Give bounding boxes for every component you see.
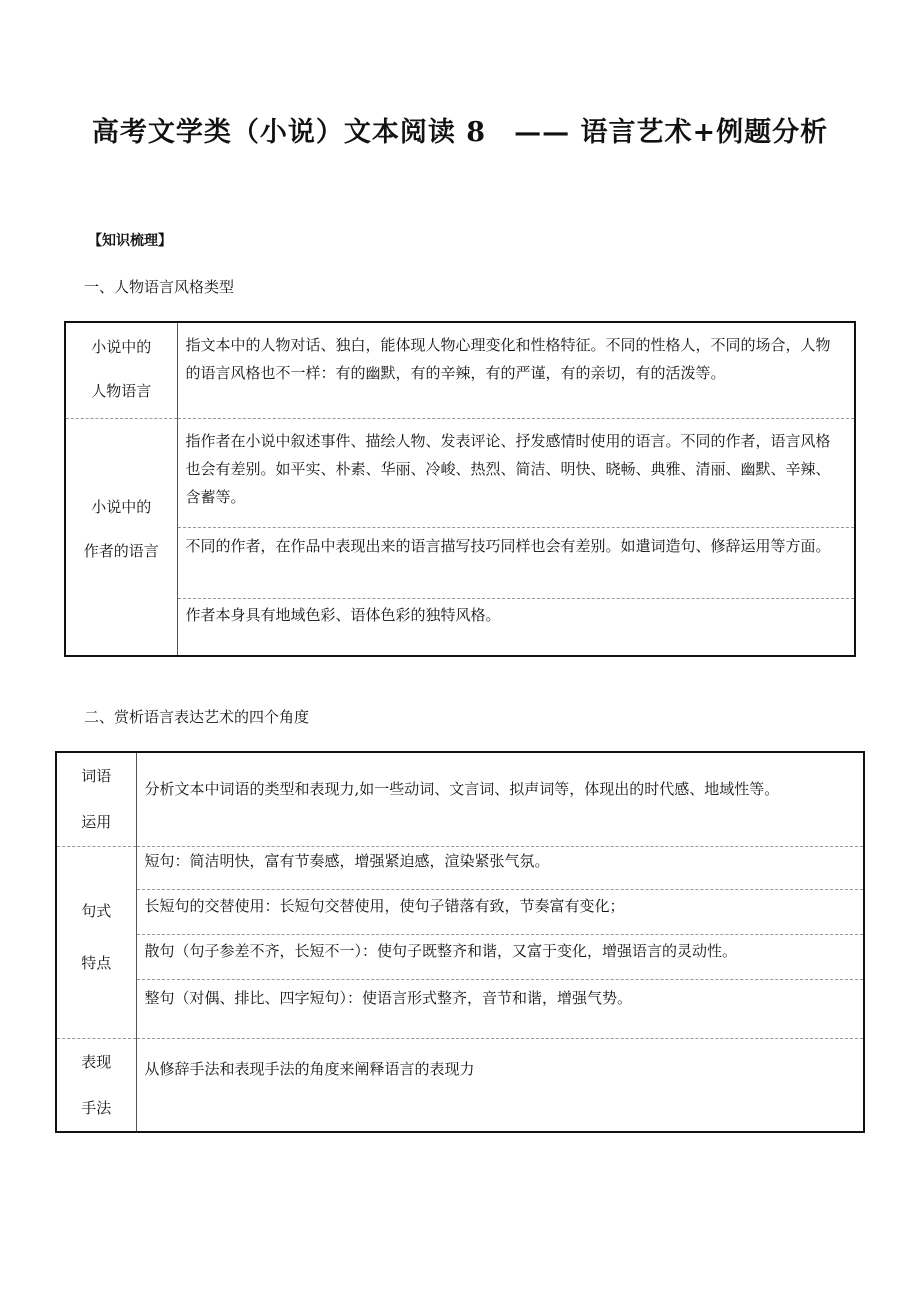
row-content-item: 不同的作者，在作品中表现出来的语言描写技巧同样也会有差别。如遣词造句、修辞运用等方面。: [178, 528, 855, 599]
row-content: [177, 418, 855, 656]
language-style-table: [64, 321, 856, 657]
row-label: [65, 322, 177, 418]
expression-angles-table: [55, 751, 865, 1133]
row-label-line: 表现: [81, 1052, 112, 1071]
row-label-line: 小说中的: [91, 497, 152, 516]
section-tag: 【知识梳理】: [88, 233, 172, 249]
row-label-line: 运用: [81, 813, 112, 831]
row-content: [136, 1038, 864, 1132]
row-label-line: 词语: [81, 767, 112, 785]
table-row: [56, 1038, 864, 1132]
row-content-item: 整句（对偶、排比、四字短句）：使语言形式整齐，音节和谐，增强气势。: [144, 988, 633, 1007]
row-label-line: 小说中的: [91, 338, 152, 356]
row-label: [56, 1038, 136, 1132]
table-row: [56, 752, 864, 846]
row-content-text: 指文本中的人物对话、独白，能体现人物心理变化和性格特征。不同的性格人，不同的场合，人物的语言风格也不一样：有的幽默，有的辛辣，有的严谨，有的亲切，有的活泼等。: [185, 336, 831, 382]
part2-heading: 二、赏析语言表达艺术的四个角度: [84, 708, 310, 726]
row-content: [136, 846, 864, 1038]
row-label-line: 特点: [81, 953, 112, 972]
row-label-line: 句式: [81, 901, 112, 920]
row-content: [136, 752, 864, 846]
row-label: [56, 752, 136, 846]
row-label-line: 手法: [81, 1098, 112, 1117]
row-content-item: 长短句的交替使用：长短句交替使用，使句子错落有致，节奏富有变化；: [137, 890, 864, 935]
row-content-item: 散句（句子参差不齐，长短不一）：使句子既整齐和谐，又富于变化，增强语言的灵动性。: [137, 935, 864, 980]
table-row: [56, 846, 864, 1038]
row-label-line: 人物语言: [91, 382, 152, 400]
row-content-item: 短句：简洁明快，富有节奏感，增强紧迫感，渲染紧张气氛。: [137, 847, 864, 890]
row-content-item: 指作者在小说中叙述事件、描绘人物、发表评论、抒发感情时使用的语言。不同的作者，语言风格也会有差别。如平实、朴素、华丽、冷峻、热烈、简洁、明快、晓畅、典雅、清丽、幽默、辛辣、含蓄等。: [178, 419, 855, 528]
row-content-text: 分析文本中词语的类型和表现力,如一些动词、文言词、拟声词等，体现出的时代感、地域性等。: [144, 780, 780, 798]
row-content: [177, 322, 855, 418]
table-row: [65, 322, 855, 418]
table-row: [65, 418, 855, 656]
row-label: [65, 418, 177, 656]
row-label-line: 作者的语言: [83, 541, 159, 560]
row-content-item: 作者本身具有地域色彩、语体色彩的独特风格。: [185, 605, 501, 624]
row-label: [56, 846, 136, 1038]
row-content-text: 从修辞手法和表现手法的角度来阐释语言的表现力: [144, 1059, 475, 1078]
part1-heading: 一、人物语言风格类型: [84, 278, 235, 296]
page-title: 高考文学类（小说）文本阅读 8 —— 语言艺术+例题分析: [91, 117, 829, 148]
